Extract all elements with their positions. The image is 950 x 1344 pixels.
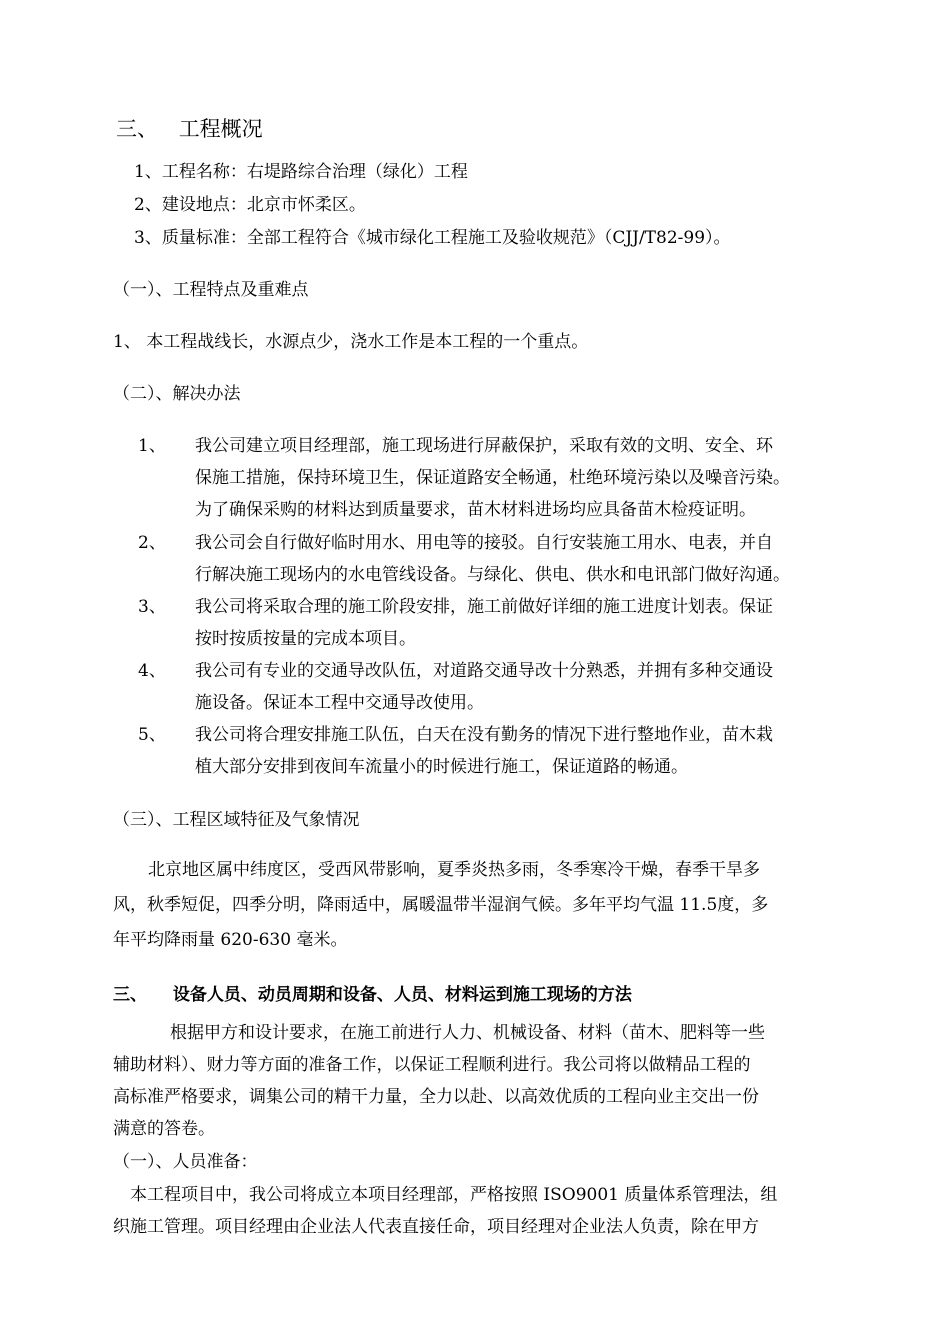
list-item-line: 为了确保采购的材料达到质量要求，苗木材料进场均应具备苗木检疫证明。 bbox=[195, 500, 756, 520]
overview-item: 1、工程名称：右堤路综合治理（绿化）工程 bbox=[134, 162, 468, 182]
list-item-line: 行解决施工现场内的水电管线设备。与绿化、供电、供水和电讯部门做好沟通。 bbox=[195, 565, 790, 585]
list-item-line: 按时按质按量的完成本项目。 bbox=[195, 629, 416, 649]
list-item-line: 施设备。保证本工程中交通导改使用。 bbox=[195, 693, 484, 713]
subsection-title-solutions: （二）、解决办法 bbox=[113, 384, 241, 404]
list-number: 5、 bbox=[138, 725, 166, 745]
paragraph-line: 北京地区属中纬度区，受西风带影响，夏季炎热多雨，冬季寒冷干燥，春季干旱多 bbox=[148, 860, 760, 880]
list-number: 2、 bbox=[138, 533, 166, 553]
overview-item: 3、质量标准：全部工程符合《城市绿化工程施工及验收规范》（CJJ/T82-99）。 bbox=[134, 228, 731, 248]
section-heading-overview bbox=[116, 119, 263, 140]
list-number: 3、 bbox=[138, 597, 166, 617]
subsection-title-climate: （三）、工程区域特征及气象情况 bbox=[113, 810, 360, 830]
paragraph-line: 根据甲方和设计要求，在施工前进行人力、机械设备、材料（苗木、肥料等一些 bbox=[170, 1023, 765, 1043]
list-item-line: 我公司有专业的交通导改队伍，对道路交通导改十分熟悉，并拥有多种交通设 bbox=[195, 661, 773, 681]
paragraph-line: 年平均降雨量 620-630 毫米。 bbox=[113, 930, 348, 950]
list-item-line: 我公司建立项目经理部，施工现场进行屏蔽保护，采取有效的文明、安全、环 bbox=[195, 436, 773, 456]
subsection-title-features: （一）、工程特点及重难点 bbox=[113, 280, 309, 300]
list-item-line: 保施工措施，保持环境卫生，保证道路安全畅通，杜绝环境污染以及噪音污染。 bbox=[195, 468, 790, 488]
heading-number: 三、 bbox=[113, 985, 147, 1005]
subsection-title-personnel: （一）、人员准备： bbox=[113, 1152, 258, 1172]
list-item-line: 我公司将合理安排施工队伍，白天在没有勤务的情况下进行整地作业，苗木栽 bbox=[195, 725, 773, 745]
list-number: 1、 bbox=[138, 436, 166, 456]
heading-number: 三、 bbox=[116, 117, 158, 141]
paragraph-line: 风，秋季短促，四季分明，降雨适中，属暖温带半湿润气候。多年平均气温 11.5度，多 bbox=[113, 895, 769, 915]
heading-text: 工程概况 bbox=[178, 117, 263, 141]
paragraph-line: 织施工管理。项目经理由企业法人代表直接任命，项目经理对企业法人负责，除在甲方 bbox=[113, 1217, 759, 1237]
section-heading-equipment bbox=[113, 987, 632, 1004]
list-item-line: 我公司会自行做好临时用水、用电等的接驳。自行安装施工用水、电表，并自 bbox=[195, 533, 773, 553]
features-item: 1、 本工程战线长，水源点少，浇水工作是本工程的一个重点。 bbox=[113, 332, 589, 352]
heading-text: 设备人员、动员周期和设备、人员、材料运到施工现场的方法 bbox=[172, 985, 632, 1005]
paragraph-line: 高标准严格要求，调集公司的精干力量，全力以赴、以高效优质的工程向业主交出一份 bbox=[113, 1087, 759, 1107]
paragraph-line: 满意的答卷。 bbox=[113, 1119, 215, 1139]
overview-item: 2、建设地点：北京市怀柔区。 bbox=[134, 195, 366, 215]
list-number: 4、 bbox=[138, 661, 166, 681]
list-item-line: 植大部分安排到夜间车流量小的时候进行施工，保证道路的畅通。 bbox=[195, 757, 688, 777]
paragraph-line: 辅助材料）、财力等方面的准备工作，以保证工程顺利进行。我公司将以做精品工程的 bbox=[113, 1055, 751, 1075]
paragraph-line: 本工程项目中，我公司将成立本项目经理部，严格按照 ISO9001 质量体系管理法，组 bbox=[130, 1185, 778, 1205]
list-item-line: 我公司将采取合理的施工阶段安排，施工前做好详细的施工进度计划表。保证 bbox=[195, 597, 773, 617]
